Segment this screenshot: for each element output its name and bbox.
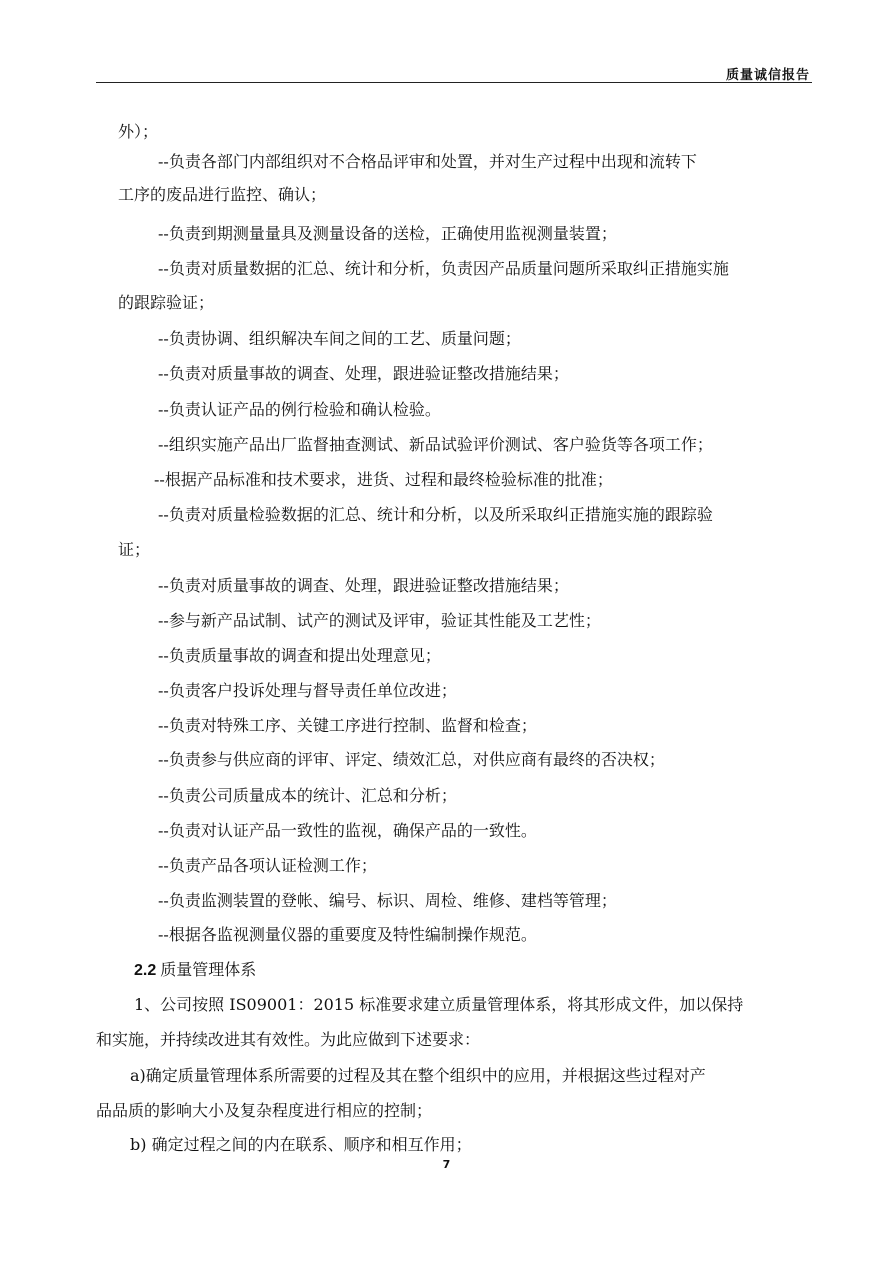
- body-line: --负责各部门内部组织对不合格品评审和处置，并对生产过程中出现和流转下: [158, 152, 697, 171]
- body-line: --负责对质量事故的调查、处理，跟进验证整改措施结果；: [158, 576, 569, 595]
- body-line: --负责参与供应商的评审、评定、绩效汇总，对供应商有最终的否决权；: [158, 750, 665, 769]
- section-line: 1、公司按照 IS09001：2015 标准要求建立质量管理体系，将其形成文件，加以保持: [134, 995, 744, 1014]
- page-number: 7: [442, 1158, 451, 1171]
- body-line: --根据产品标准和技术要求，进货、过程和最终检验标准的批准；: [154, 470, 613, 489]
- section-heading: [134, 960, 256, 981]
- section-line: b) 确定过程之间的内在联系、顺序和相互作用；: [130, 1135, 472, 1154]
- body-line: 的跟踪验证；: [118, 293, 215, 312]
- section-line: a)确定质量管理体系所需要的过程及其在整个组织中的应用，并根据这些过程对产: [130, 1066, 706, 1085]
- body-line: --负责认证产品的例行检验和确认检验。: [158, 400, 441, 419]
- body-line: 证；: [118, 540, 151, 559]
- body-line: --负责对质量事故的调查、处理，跟进验证整改措施结果；: [158, 364, 569, 383]
- body-line: --负责监测装置的登帐、编号、标识、周检、维修、建档等管理；: [158, 891, 617, 910]
- body-line: --根据各监视测量仪器的重要度及特性编制操作规范。: [158, 925, 537, 944]
- body-line: --负责对质量数据的汇总、统计和分析，负责因产品质量问题所采取纠正措施实施: [158, 259, 729, 278]
- header-divider: [96, 82, 812, 83]
- body-line: --负责客户投诉处理与督导责任单位改进；: [158, 681, 457, 700]
- body-line: --负责公司质量成本的统计、汇总和分析；: [158, 786, 457, 805]
- section-number: 2.2: [134, 962, 157, 979]
- body-line: --负责对认证产品一致性的监视，确保产品的一致性。: [158, 821, 537, 840]
- body-line: --组织实施产品出厂监督抽查测试、新品试验评价测试、客户验货等各项工作；: [158, 435, 713, 454]
- body-line: --负责对特殊工序、关键工序进行控制、监督和检查；: [158, 716, 537, 735]
- section-line: 品品质的影响大小及复杂程度进行相应的控制；: [96, 1101, 433, 1120]
- body-line: --负责协调、组织解决车间之间的工艺、质量问题；: [158, 329, 521, 348]
- body-line: --负责产品各项认证检测工作；: [158, 856, 377, 875]
- body-line: --负责到期测量量具及测量设备的送检，正确使用监视测量装置；: [158, 224, 617, 243]
- header-title: 质量诚信报告: [725, 68, 810, 83]
- body-line: --负责对质量检验数据的汇总、统计和分析，以及所采取纠正措施实施的跟踪验: [158, 505, 713, 524]
- body-line: 工序的废品进行监控、确认；: [118, 185, 327, 204]
- page-header: [96, 62, 812, 82]
- body-line: 外）；: [118, 122, 159, 141]
- section-line: 和实施，并持续改进其有效性。为此应做到下述要求：: [96, 1030, 481, 1049]
- body-line: --参与新产品试制、试产的测试及评审，验证其性能及工艺性；: [158, 611, 601, 630]
- section-title: 质量管理体系: [160, 960, 257, 979]
- body-line: --负责质量事故的调查和提出处理意见；: [158, 646, 441, 665]
